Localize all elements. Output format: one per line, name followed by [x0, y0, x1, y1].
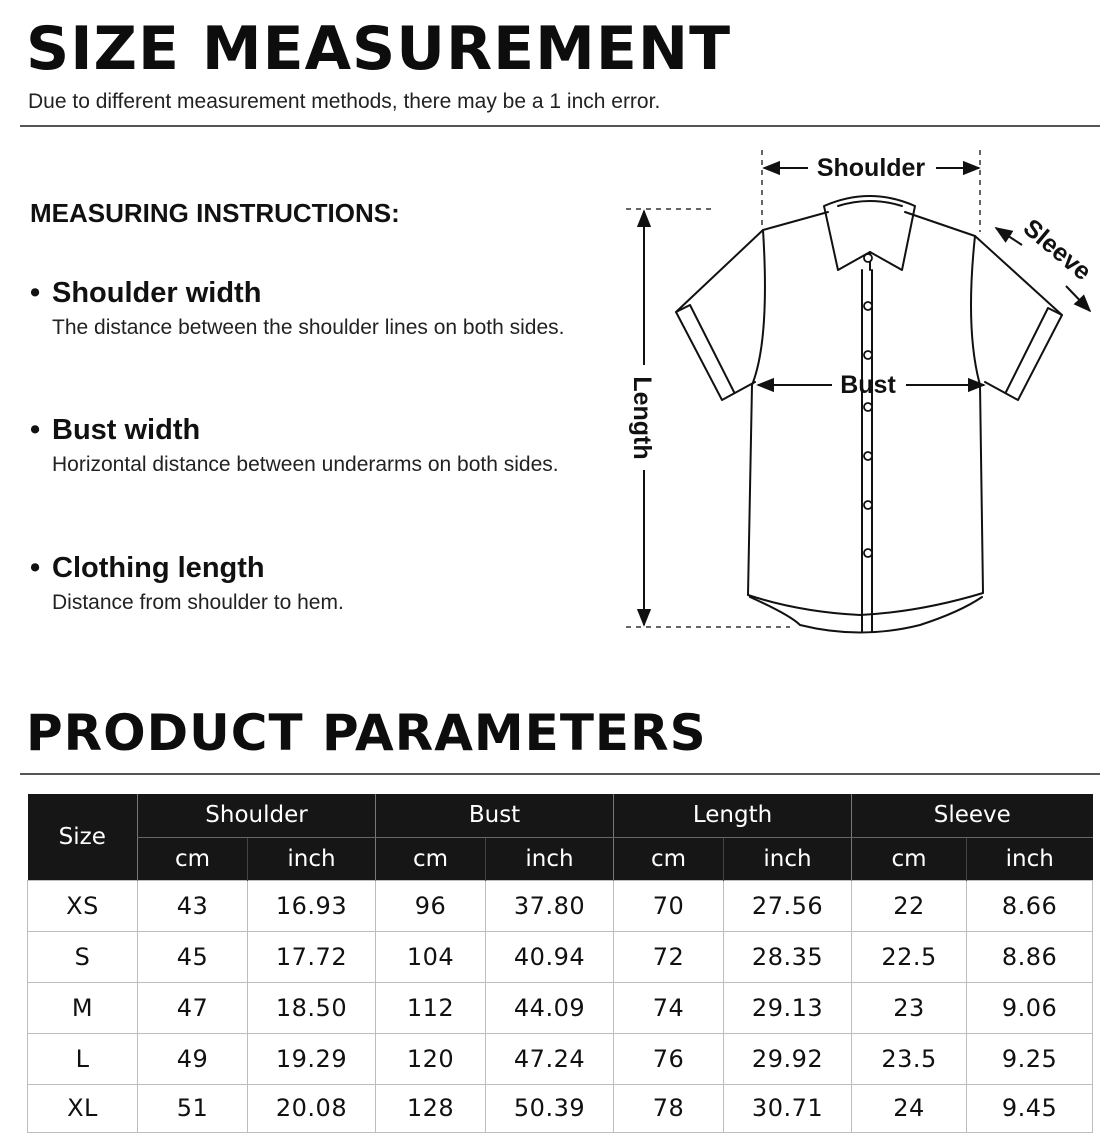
- table-cell: 22.5: [852, 931, 967, 982]
- table-cell: M: [28, 982, 138, 1033]
- sleeve-label: Sleeve: [1017, 213, 1097, 287]
- instruction-title: • Bust width: [30, 414, 201, 446]
- instruction-item-length: [30, 551, 344, 615]
- table-row: [28, 1033, 1093, 1084]
- table-cell: 8.86: [967, 931, 1093, 982]
- instruction-title: • Shoulder width: [30, 277, 262, 309]
- table-cell: 23.5: [852, 1033, 967, 1084]
- instruction-desc: Distance from shoulder to hem.: [52, 591, 344, 614]
- guide-lines: [626, 150, 980, 627]
- unit-header: inch: [967, 837, 1093, 880]
- size-table: [27, 794, 1093, 1133]
- table-cell: 72: [614, 931, 724, 982]
- table-cell: 27.56: [724, 880, 852, 931]
- table-cell: 9.45: [967, 1084, 1093, 1132]
- table-row: [28, 1084, 1093, 1132]
- table-cell: 45: [138, 931, 248, 982]
- table-cell: 18.50: [248, 982, 376, 1033]
- table-cell: 40.94: [486, 931, 614, 982]
- table-cell: 78: [614, 1084, 724, 1132]
- table-cell: 120: [376, 1033, 486, 1084]
- table-cell: 74: [614, 982, 724, 1033]
- table-cell: 96: [376, 880, 486, 931]
- table-cell: 9.25: [967, 1033, 1093, 1084]
- table-cell: 20.08: [248, 1084, 376, 1132]
- group-header-length: Length: [614, 794, 852, 837]
- table-header-row: [28, 794, 1093, 837]
- size-header: Size: [28, 794, 138, 880]
- table-cell: 22: [852, 880, 967, 931]
- table-cell: XL: [28, 1084, 138, 1132]
- table-cell: 9.06: [967, 982, 1093, 1033]
- divider: [20, 773, 1100, 775]
- table-cell: 76: [614, 1033, 724, 1084]
- table-cell: 8.66: [967, 880, 1093, 931]
- unit-header: cm: [376, 837, 486, 880]
- instruction-item-bust: [30, 413, 559, 477]
- table-cell: 17.72: [248, 931, 376, 982]
- table-cell: 104: [376, 931, 486, 982]
- params-title: PRODUCT PARAMETERS: [26, 704, 707, 762]
- instructions-heading: MEASURING INSTRUCTIONS:: [30, 198, 400, 228]
- table-cell: 47.24: [486, 1033, 614, 1084]
- instruction-title: • Clothing length: [30, 552, 265, 584]
- bullet-icon: •: [30, 552, 41, 584]
- table-cell: 30.71: [724, 1084, 852, 1132]
- length-label: Length: [628, 376, 656, 460]
- instruction-item-shoulder: [30, 276, 565, 340]
- shirt-diagram: [600, 140, 1100, 650]
- table-cell: 50.39: [486, 1084, 614, 1132]
- table-cell: 16.93: [248, 880, 376, 931]
- unit-header: inch: [248, 837, 376, 880]
- table-cell: 24: [852, 1084, 967, 1132]
- table-cell: 28.35: [724, 931, 852, 982]
- unit-header: inch: [486, 837, 614, 880]
- bullet-icon: •: [30, 277, 41, 309]
- table-cell: 44.09: [486, 982, 614, 1033]
- shoulder-label: Shoulder: [816, 154, 926, 182]
- table-cell: 37.80: [486, 880, 614, 931]
- divider: [20, 125, 1100, 127]
- table-cell: XS: [28, 880, 138, 931]
- instruction-desc: The distance between the shoulder lines on both sides.: [52, 316, 565, 339]
- table-row: [28, 931, 1093, 982]
- unit-header: cm: [138, 837, 248, 880]
- table-cell: L: [28, 1033, 138, 1084]
- page-subtitle: Due to different measurement methods, there may be a 1 inch error.: [28, 90, 661, 113]
- table-row: [28, 880, 1093, 931]
- table-cell: 29.13: [724, 982, 852, 1033]
- instruction-desc: Horizontal distance between underarms on both sides.: [52, 453, 559, 476]
- group-header-bust: Bust: [376, 794, 614, 837]
- table-cell: 19.29: [248, 1033, 376, 1084]
- table-cell: S: [28, 931, 138, 982]
- table-cell: 49: [138, 1033, 248, 1084]
- group-header-sleeve: Sleeve: [852, 794, 1093, 837]
- unit-header: cm: [614, 837, 724, 880]
- bust-label: Bust: [840, 371, 896, 399]
- unit-header: inch: [724, 837, 852, 880]
- bullet-icon: •: [30, 414, 41, 446]
- table-cell: 70: [614, 880, 724, 931]
- table-cell: 112: [376, 982, 486, 1033]
- table-cell: 29.92: [724, 1033, 852, 1084]
- table-unit-row: [28, 837, 1093, 880]
- table-row: [28, 982, 1093, 1033]
- group-header-shoulder: Shoulder: [138, 794, 376, 837]
- table-cell: 23: [852, 982, 967, 1033]
- page-title: SIZE MEASUREMENT: [26, 14, 732, 84]
- table-cell: 51: [138, 1084, 248, 1132]
- table-cell: 47: [138, 982, 248, 1033]
- table-cell: 43: [138, 880, 248, 931]
- table-cell: 128: [376, 1084, 486, 1132]
- button-icon: [864, 254, 872, 557]
- unit-header: cm: [852, 837, 967, 880]
